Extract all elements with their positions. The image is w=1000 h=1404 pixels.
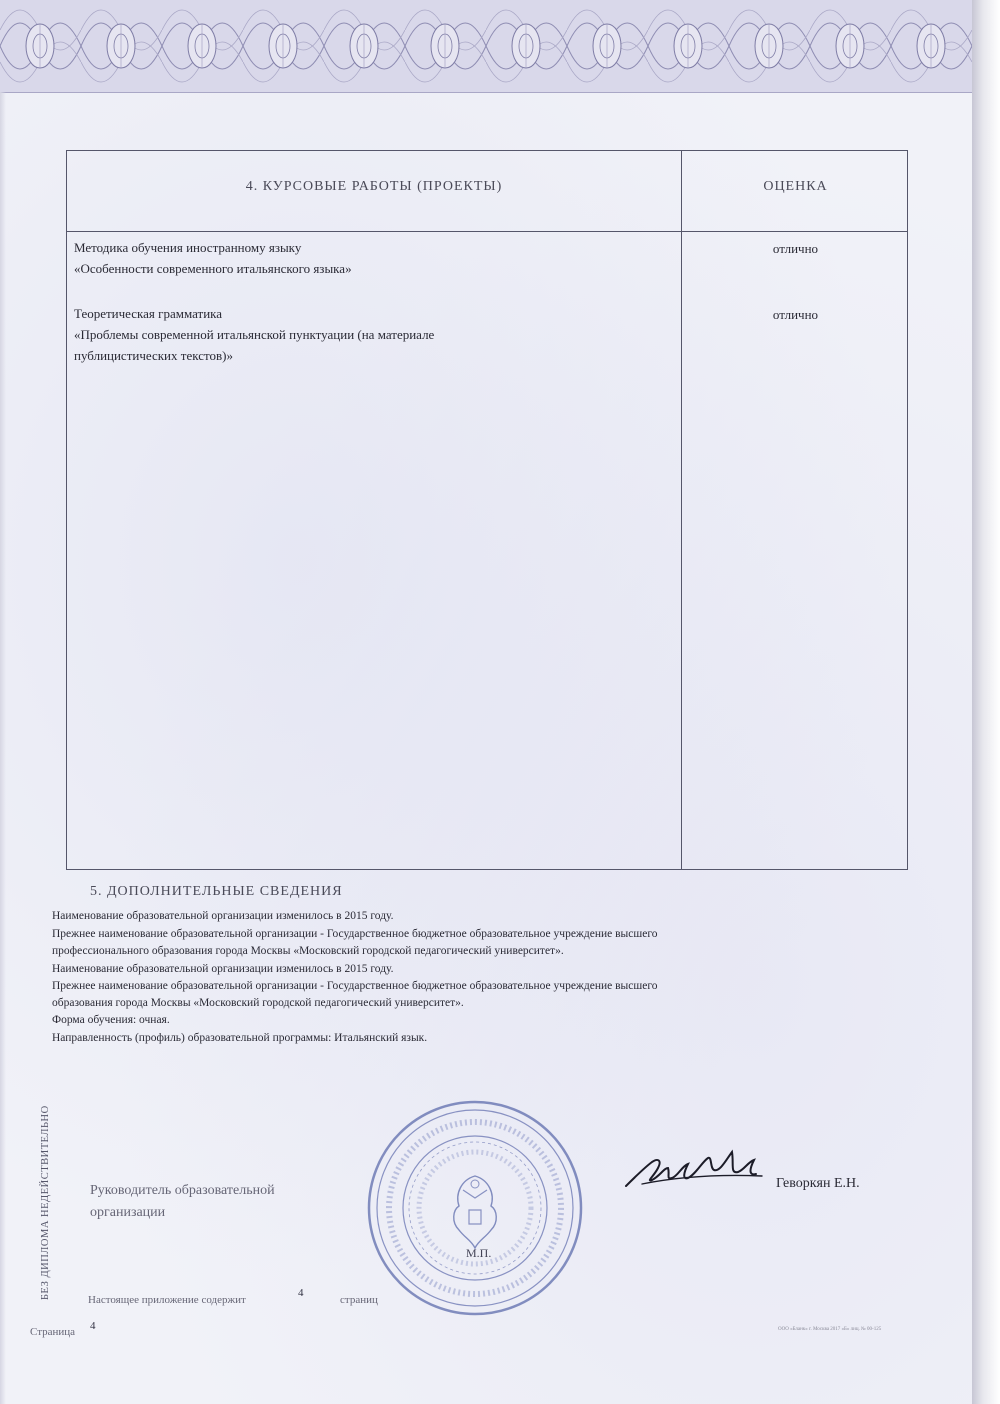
header-divider: [67, 231, 907, 232]
diploma-validity-note: БЕЗ ДИПЛОМА НЕДЕЙСТВИТЕЛЬНО: [40, 1105, 51, 1300]
additional-info-line: Наименование образовательной организации изменилось в 2015 году.: [52, 963, 394, 975]
stamp-place-label: М.П.: [466, 1246, 492, 1260]
head-label-line: Руководитель образовательной: [90, 1183, 275, 1198]
signature-icon: [622, 1138, 772, 1204]
paper-right-edge: [972, 0, 1000, 1404]
additional-info-line: Прежнее наименование образовательной организации - Государственное бюджетное образовательное учреждение высшего: [52, 980, 658, 992]
coursework-item-subject: Теоретическая грамматика: [74, 306, 223, 321]
additional-info-title: 5. ДОПОЛНИТЕЛЬНЫЕ СВЕДЕНИЯ: [90, 884, 343, 899]
page-number: 4: [90, 1320, 96, 1332]
coursework-item-1: [74, 237, 674, 279]
paper-left-edge: [0, 92, 6, 1404]
additional-info-line: Форма обучения: очная.: [52, 1014, 170, 1026]
head-label-line: организации: [90, 1205, 166, 1220]
coursework-item-grade: отлично: [772, 241, 819, 256]
pages-count-text: Настоящее приложение содержит: [88, 1294, 246, 1306]
pages-count-value: 4: [298, 1287, 304, 1299]
coursework-item-topic: «Проблемы современной итальянской пунктуации (на материале: [74, 327, 435, 342]
coursework-item-subject: Методика обучения иностранному языку: [74, 240, 302, 255]
coursework-item-topic-cont: публицистических текстов)»: [74, 348, 233, 363]
guilloche-header-band: [0, 0, 975, 93]
coursework-item-grade: отлично: [772, 307, 819, 322]
additional-info-line: Прежнее наименование образовательной организации - Государственное бюджетное образовательное учреждение высшего: [52, 928, 658, 940]
official-seal-icon: [365, 1098, 585, 1318]
column-divider: [681, 151, 682, 869]
additional-info-line: Наименование образовательной организации изменилось в 2015 году.: [52, 910, 394, 922]
page-label: Страница: [30, 1326, 76, 1338]
guilloche-pattern-icon: [0, 0, 975, 92]
grade-header: ОЦЕНКА: [763, 179, 828, 194]
print-code: ООО «Бланк» г. Москва 2017 «Б» лиц. № 00-125: [778, 1327, 882, 1332]
pages-count-word: страниц: [340, 1294, 378, 1306]
coursework-title: 4. КУРСОВЫЕ РАБОТЫ (ПРОЕКТЫ): [245, 179, 503, 194]
head-of-organization-label: [90, 1180, 330, 1224]
coursework-item-topic: «Особенности современного итальянского языка»: [74, 261, 352, 276]
additional-info-line: Направленность (профиль) образовательной программы: Итальянский язык.: [52, 1032, 428, 1044]
additional-info-line: профессионального образования города Москвы «Московский городской педагогический университет».: [52, 945, 564, 957]
signer-name: Геворкян Е.Н.: [776, 1176, 860, 1191]
coursework-table: [66, 150, 908, 870]
additional-info-line: образования города Москвы «Московский городской педагогический университет».: [52, 997, 464, 1009]
coursework-item-2: [74, 303, 674, 366]
